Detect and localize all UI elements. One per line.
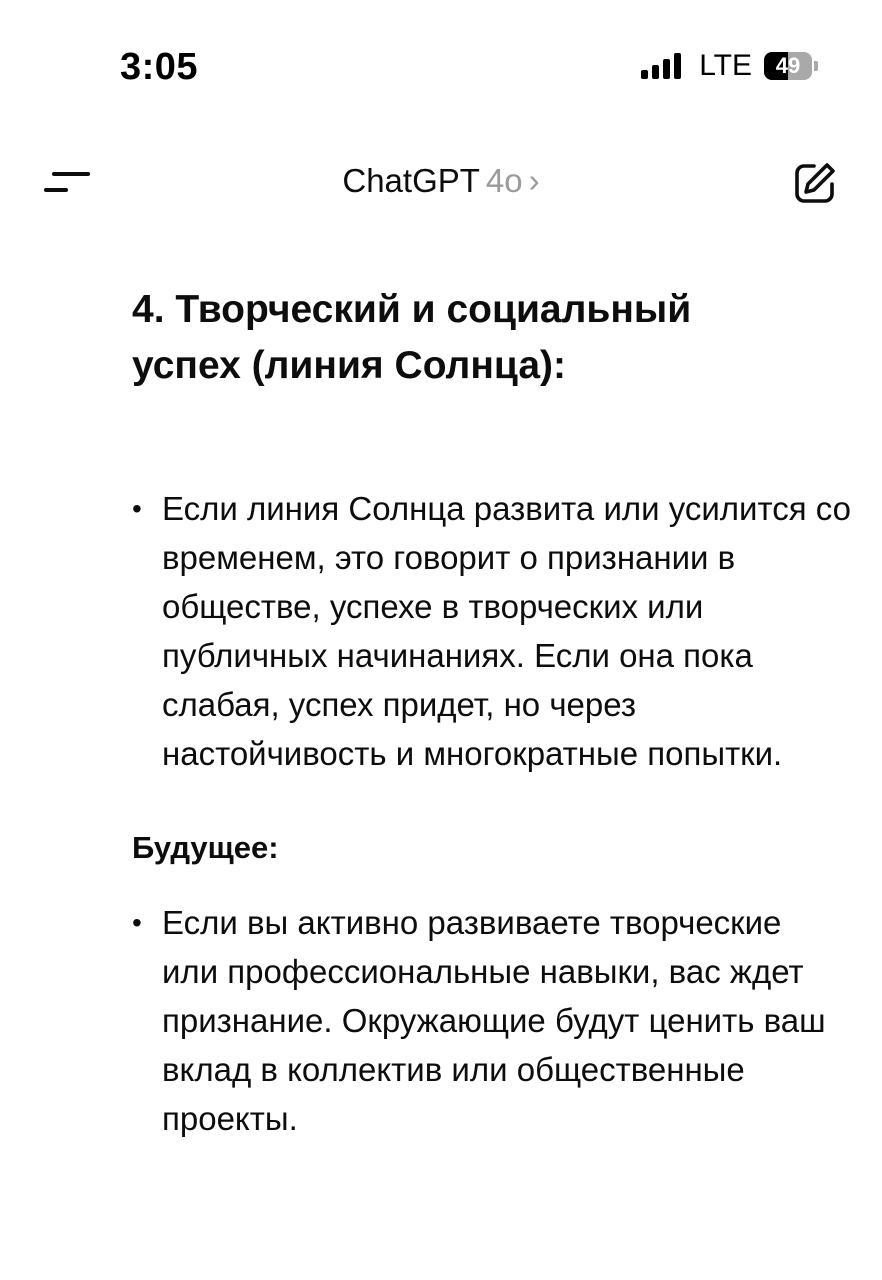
battery-icon [764,52,812,80]
model-label: 4o [485,162,523,199]
list-item [132,484,852,778]
bullet-dot: • [132,907,142,938]
section-heading: 4. Творческий и социальный успех (линия Солнца): [132,288,692,387]
chevron-right-icon: › [528,162,540,199]
network-label: LTE [699,49,752,82]
status-indicators [641,48,818,84]
status-time: 3:05 [120,46,199,88]
battery-cap [814,61,818,71]
battery-level: 49 [775,53,801,78]
new-chat-icon[interactable] [792,160,838,206]
list-item [132,898,832,1143]
signal-icon [641,53,681,79]
bullet-dot: • [132,493,142,524]
app-name: ChatGPT [342,162,480,199]
list-item-text: Если линия Солнца развита или усилится со временем, это говорит о признании в обществе, успехе в творческих или публичных начинаниях. Если она пока слабая, успех придет, но через настойчивость и многократные попытки. [162,490,851,772]
status-bar [0,0,882,130]
subheading: Будущее: [132,830,279,865]
chat-header [0,140,882,230]
assistant-message [132,282,851,1143]
model-selector[interactable] [0,162,882,200]
list-item-text: Если вы активно развиваете творческие или профессиональные навыки, вас ждет признание. Окружающие будут ценить ваш вклад в коллектив или общественные проекты. [162,904,826,1137]
